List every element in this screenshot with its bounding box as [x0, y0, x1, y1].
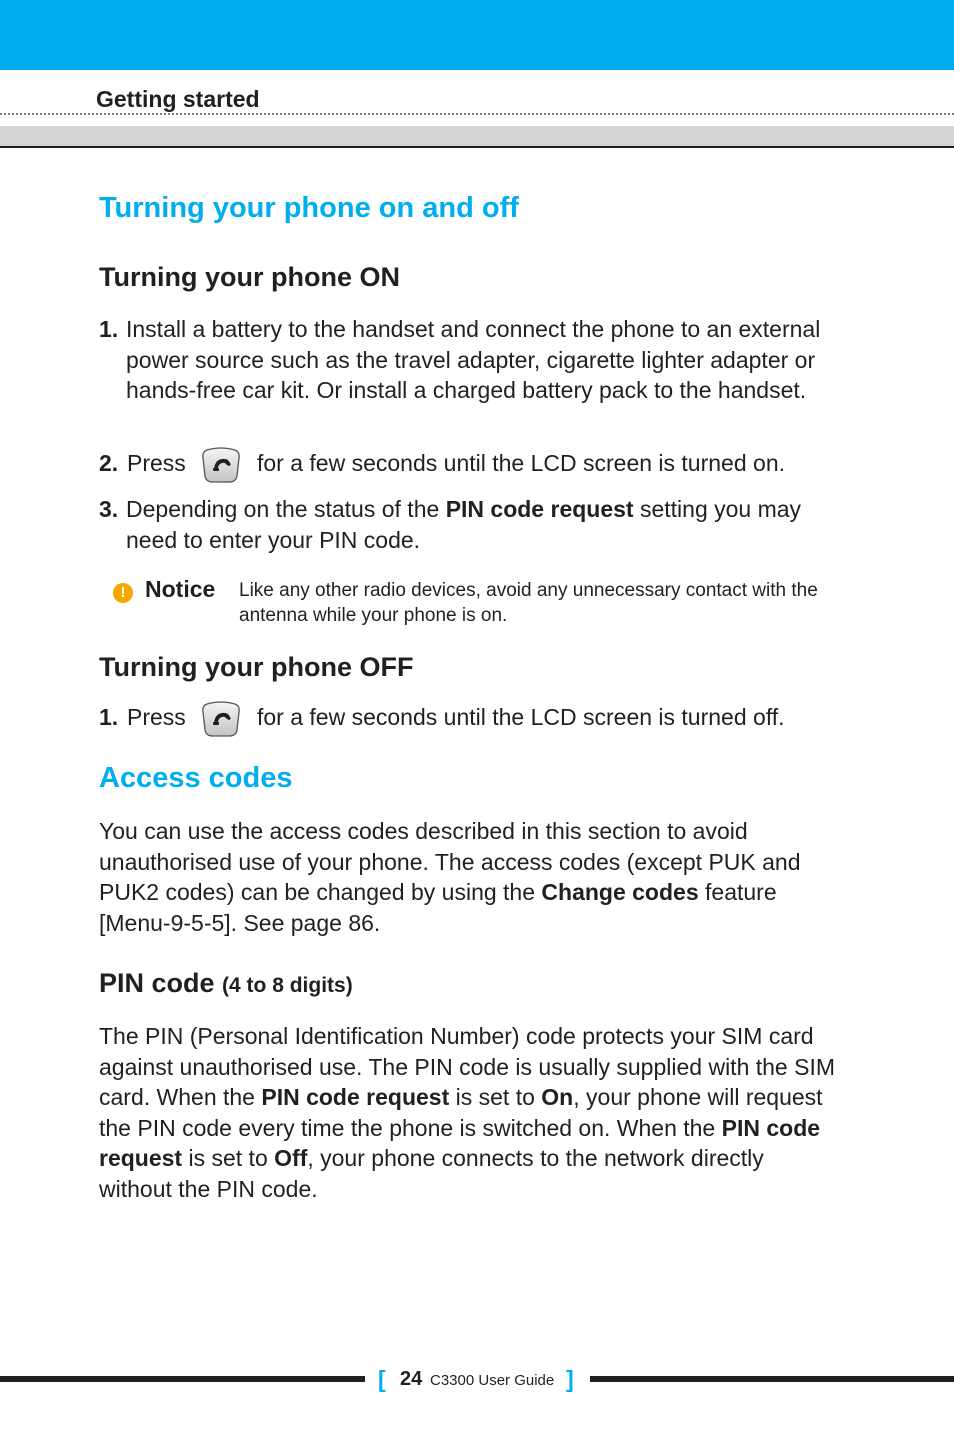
pin-code-paragraph — [99, 1021, 839, 1205]
heading-turning-off: Turning your phone OFF — [99, 652, 414, 682]
step-text: Depending on the status of the — [126, 496, 446, 522]
heading-text: PIN code — [99, 968, 215, 998]
step-number: 2. — [99, 450, 119, 476]
end-power-key-icon — [201, 700, 241, 738]
paragraph-text: You can use the access codes described in this section to avoid unauthorised use of your phone. The access codes (except PUK and PUK2 codes) can be changed by using the — [99, 818, 801, 906]
step-on-2 — [99, 446, 859, 486]
step-text: for a few seconds until the LCD screen is turned off. — [257, 704, 785, 730]
setting-name-pin-request: PIN code request — [445, 496, 634, 522]
header-color-band — [0, 0, 954, 70]
step-number: 1. — [99, 704, 119, 730]
paragraph-text: The PIN (Personal Identification Number) code protects your SIM card against unauthorised use. The PIN code is usually supplied with the SIM card. When the — [99, 1023, 835, 1111]
paragraph-text: is set to — [449, 1084, 542, 1111]
step-text: Install a battery to the handset and connect the phone to an external power source such as the travel adapter, cigarette lighter adapter or hands-free car kit. Or install a charged battery pack to the handset. — [126, 316, 821, 404]
section-label: Getting started — [96, 86, 260, 112]
page-footer — [378, 1366, 578, 1394]
step-on-1 — [99, 314, 839, 406]
footer-rule-right — [590, 1376, 954, 1382]
setting-name-pin-request: PIN code request — [99, 1114, 821, 1172]
header-dotted-divider — [0, 113, 954, 115]
paragraph-text-cont: feature [Menu-9-5-5]. See page 86. — [99, 879, 777, 936]
section-title-access-codes: Access codes — [99, 762, 293, 794]
step-on-3 — [99, 494, 839, 555]
step-text-cont: setting you may need to enter your PIN code. — [126, 496, 802, 553]
notice-text: Like any other radio devices, avoid any unnecessary contact with the antenna while your phone is on. — [239, 580, 818, 626]
page-number: 24 — [400, 1368, 423, 1390]
step-off-1 — [99, 700, 859, 740]
step-text: for a few seconds until the LCD screen is turned on. — [257, 450, 786, 476]
heading-subtext: (4 to 8 digits) — [222, 974, 353, 997]
warning-icon — [113, 583, 133, 603]
heading-turning-on: Turning your phone ON — [99, 262, 400, 292]
step-press-word: Press — [127, 450, 186, 476]
setting-value-off: Off — [274, 1145, 308, 1172]
header-grey-band — [0, 126, 954, 148]
paragraph-text: is set to — [182, 1145, 275, 1172]
paragraph-text: , your phone will request the PIN code every time the phone is switched on. When the — [99, 1084, 823, 1141]
setting-value-on: On — [541, 1084, 574, 1111]
end-power-key-icon — [201, 446, 241, 484]
setting-name-pin-request: PIN code request — [261, 1084, 450, 1111]
feature-name-change-codes: Change codes — [541, 879, 699, 906]
access-intro-paragraph — [99, 816, 839, 938]
heading-pin-code — [99, 968, 353, 999]
section-title-turning: Turning your phone on and off — [99, 192, 519, 224]
guide-title: C3300 User Guide — [430, 1372, 555, 1389]
step-press-word: Press — [127, 704, 186, 730]
footer-rule-left — [0, 1376, 365, 1382]
footer-bracket-open: [ — [378, 1366, 386, 1392]
step-number: 3. — [99, 496, 119, 522]
footer-bracket-close: ] — [566, 1366, 574, 1392]
step-number: 1. — [99, 316, 119, 342]
paragraph-text: , your phone connects to the network directly without the PIN code. — [99, 1145, 764, 1202]
notice-box — [113, 576, 843, 636]
notice-label: Notice — [145, 576, 216, 602]
